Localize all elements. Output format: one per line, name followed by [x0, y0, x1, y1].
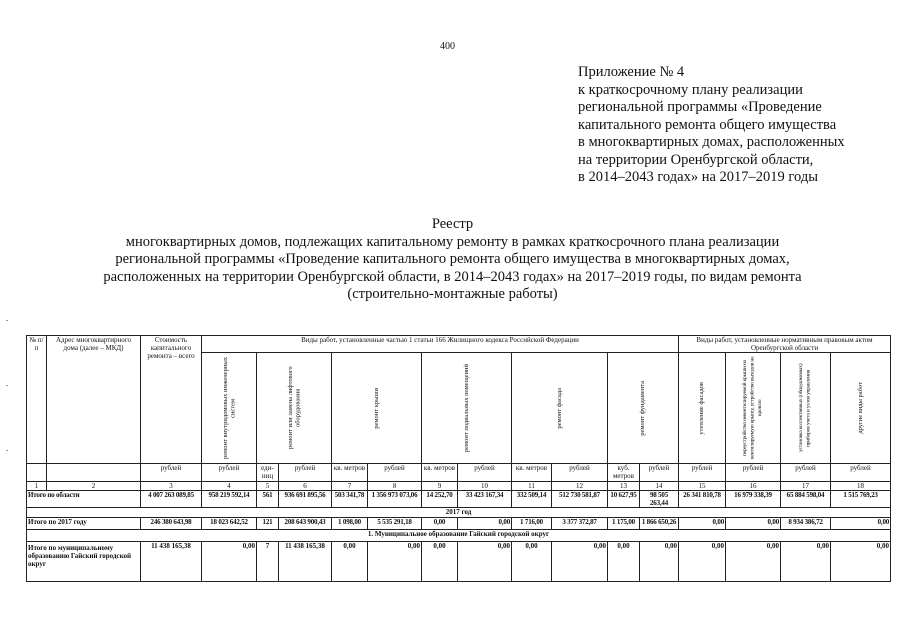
unit-label: рублей — [368, 464, 422, 482]
cell-value: 0,00 — [422, 542, 458, 582]
cell-value: 16 979 338,39 — [726, 491, 781, 508]
unit-label: рублей — [202, 464, 257, 482]
appendix-line: капитального ремонта общего имущества — [578, 116, 837, 133]
cell-value: 0,00 — [640, 542, 679, 582]
unit-label: куб. метров — [608, 464, 640, 482]
cell-value: 7 — [257, 542, 279, 582]
cell-value: 0,00 — [726, 542, 781, 582]
cell-value: 3 377 372,87 — [552, 518, 608, 530]
cell-value: 5 535 291,18 — [368, 518, 422, 530]
header-work-meters: установка коллективных (общедомовых) приборов учета и узлов управления — [781, 353, 831, 464]
header-work-roof: ремонт крыши — [332, 353, 422, 464]
cell-value: 1 866 650,26 — [640, 518, 679, 530]
header-work-other: другие виды работ — [831, 353, 891, 464]
cell-value: 0,00 — [552, 542, 608, 582]
header-work-elevator: ремонт или замена лифтового оборудования — [257, 353, 332, 464]
cell-value: 18 023 642,52 — [202, 518, 257, 530]
cell-value: 8 934 386,72 — [781, 518, 831, 530]
appendix-heading — [578, 64, 898, 187]
row-label: Итого по муниципальному образованию Гайский городской округ — [27, 542, 141, 582]
unit-label: рублей — [781, 464, 831, 482]
title-line: Реестр — [431, 216, 474, 232]
cell-value: 512 730 581,87 — [552, 491, 608, 508]
column-number: 17 — [781, 482, 831, 491]
cell-value: 14 252,70 — [422, 491, 458, 508]
column-number: 8 — [368, 482, 422, 491]
cell-value: 0,00 — [831, 518, 891, 530]
page-number: 400 — [440, 41, 455, 52]
cell-value: 0,00 — [679, 518, 726, 530]
cell-value: 1 175,00 — [608, 518, 640, 530]
cell-value: 98 505 263,44 — [640, 491, 679, 508]
cell-value: 246 380 643,98 — [141, 518, 202, 530]
title-line: многоквартирных домов, подлежащих капитальному ремонту в рамках краткосрочного плана реализации — [125, 233, 780, 250]
appendix-line: к краткосрочному плану реализации — [578, 81, 803, 98]
cell-value: 121 — [257, 518, 279, 530]
cell-value: 0,00 — [726, 518, 781, 530]
cell-value: 1 515 769,23 — [831, 491, 891, 508]
column-number: 5 — [257, 482, 279, 491]
column-number: 7 — [332, 482, 368, 491]
cell-value: 0,00 — [202, 542, 257, 582]
cell-value: 0,00 — [458, 518, 512, 530]
unit-label: рублей — [640, 464, 679, 482]
cell-value: 0,00 — [422, 518, 458, 530]
cell-value: 0,00 — [679, 542, 726, 582]
appendix-line: региональной программы «Проведение — [578, 99, 822, 115]
title-line: (строительно-монтажные работы) — [347, 286, 558, 302]
cell-value: 0,00 — [458, 542, 512, 582]
margin-mark — [6, 450, 8, 451]
table-row-total-municipal — [27, 542, 891, 582]
cell-value: 11 438 165,38 — [141, 542, 202, 582]
header-address: Адрес многоквартирного дома (далее – МКД) — [47, 336, 141, 464]
unit-label: кв. метров — [512, 464, 552, 482]
header-work-roof-conversion: переустройство невентилируемой крыши на вентилируемую крышу, устройство выходов на кровлю — [726, 353, 781, 464]
column-number: 15 — [679, 482, 726, 491]
row-label: Итого по 2017 году — [27, 518, 141, 530]
title-line: расположенных на территории Оренбургской области, в 2014–2043 годах» на 2017–2019 годы, по видам ремонта — [103, 268, 802, 285]
title-line: региональной программы «Проведение капитального ремонта общего имущества в многоквартирных домах, — [115, 251, 790, 267]
cell-value: 26 341 810,78 — [679, 491, 726, 508]
column-number: 13 — [608, 482, 640, 491]
column-number: 1 — [27, 482, 47, 491]
unit-label: кв. метров — [332, 464, 368, 482]
cell-value: 958 219 592,14 — [202, 491, 257, 508]
column-number: 12 — [552, 482, 608, 491]
cell-value: 10 627,95 — [608, 491, 640, 508]
unit-label: рублей — [726, 464, 781, 482]
header-work-facade: ремонт фасада — [512, 353, 608, 464]
cell-value: 332 509,14 — [512, 491, 552, 508]
header-work-foundation: ремонт фундамента — [608, 353, 679, 464]
cell-value: 1 716,00 — [512, 518, 552, 530]
cell-value: 0,00 — [781, 542, 831, 582]
column-number: 4 — [202, 482, 257, 491]
header-work-basement: ремонт подвальных помещений — [422, 353, 512, 464]
header-group-federal: Виды работ, установленные частью 1 статьи 166 Жилищного кодекса Российской Федерации — [202, 336, 679, 353]
unit-label: рублей — [141, 464, 202, 482]
registry-table — [26, 335, 891, 582]
cell-value: 65 884 598,04 — [781, 491, 831, 508]
cell-value: 0,00 — [368, 542, 422, 582]
header-cost: Стоимость капитального ремонта – всего — [141, 336, 202, 464]
column-number: 9 — [422, 482, 458, 491]
cell-value: 936 691 895,56 — [279, 491, 332, 508]
cell-value: 0,00 — [512, 542, 552, 582]
unit-label: рублей — [279, 464, 332, 482]
header-group-regional: Виды работ, установленные нормативным правовым актом Оренбургской области — [679, 336, 891, 353]
unit-label: рублей — [458, 464, 512, 482]
unit-label: кв. метров — [422, 464, 458, 482]
column-number: 18 — [831, 482, 891, 491]
section-heading: 1. Муниципальное образование Гайский городской округ — [27, 530, 891, 542]
unit-label: рублей — [552, 464, 608, 482]
cell-value: 503 341,78 — [332, 491, 368, 508]
unit-label: рублей — [831, 464, 891, 482]
cell-value: 0,00 — [831, 542, 891, 582]
cell-value: 561 — [257, 491, 279, 508]
header-work-internal-systems: ремонт внутридомовых инженерных систем — [202, 353, 257, 464]
margin-mark — [6, 385, 8, 386]
column-number: 3 — [141, 482, 202, 491]
appendix-line: на территории Оренбургской области, — [578, 151, 814, 168]
cell-value: 0,00 — [608, 542, 640, 582]
unit-label: еди-ниц — [257, 464, 279, 482]
column-number: 16 — [726, 482, 781, 491]
column-number: 10 — [458, 482, 512, 491]
margin-mark — [6, 320, 8, 321]
appendix-line: Приложение № 4 — [578, 64, 685, 80]
table-row-section — [27, 530, 891, 542]
cell-value: 33 423 167,34 — [458, 491, 512, 508]
cell-value: 208 643 900,43 — [279, 518, 332, 530]
column-number-row — [27, 482, 891, 491]
cell-value: 0,00 — [332, 542, 368, 582]
table-row-year — [27, 508, 891, 518]
cell-value: 1 356 973 073,06 — [368, 491, 422, 508]
table-row-total-region — [27, 491, 891, 508]
column-number: 14 — [640, 482, 679, 491]
column-number: 11 — [512, 482, 552, 491]
cell-value: 11 438 165,38 — [279, 542, 332, 582]
document-title — [40, 216, 865, 304]
appendix-line: в многоквартирных домах, расположенных — [578, 134, 845, 150]
column-number: 6 — [279, 482, 332, 491]
cell-value: 4 007 263 089,85 — [141, 491, 202, 508]
cell-value: 1 098,00 — [332, 518, 368, 530]
column-number: 2 — [47, 482, 141, 491]
table-row-total-2017 — [27, 518, 891, 530]
unit-label: рублей — [679, 464, 726, 482]
appendix-line: в 2014–2043 годах» на 2017–2019 годы — [578, 169, 818, 185]
year-heading: 2017 год — [27, 508, 891, 518]
header-num: № п/п — [27, 336, 47, 464]
row-label: Итого по области — [27, 491, 141, 508]
header-work-insulation: утепление фасадов — [679, 353, 726, 464]
